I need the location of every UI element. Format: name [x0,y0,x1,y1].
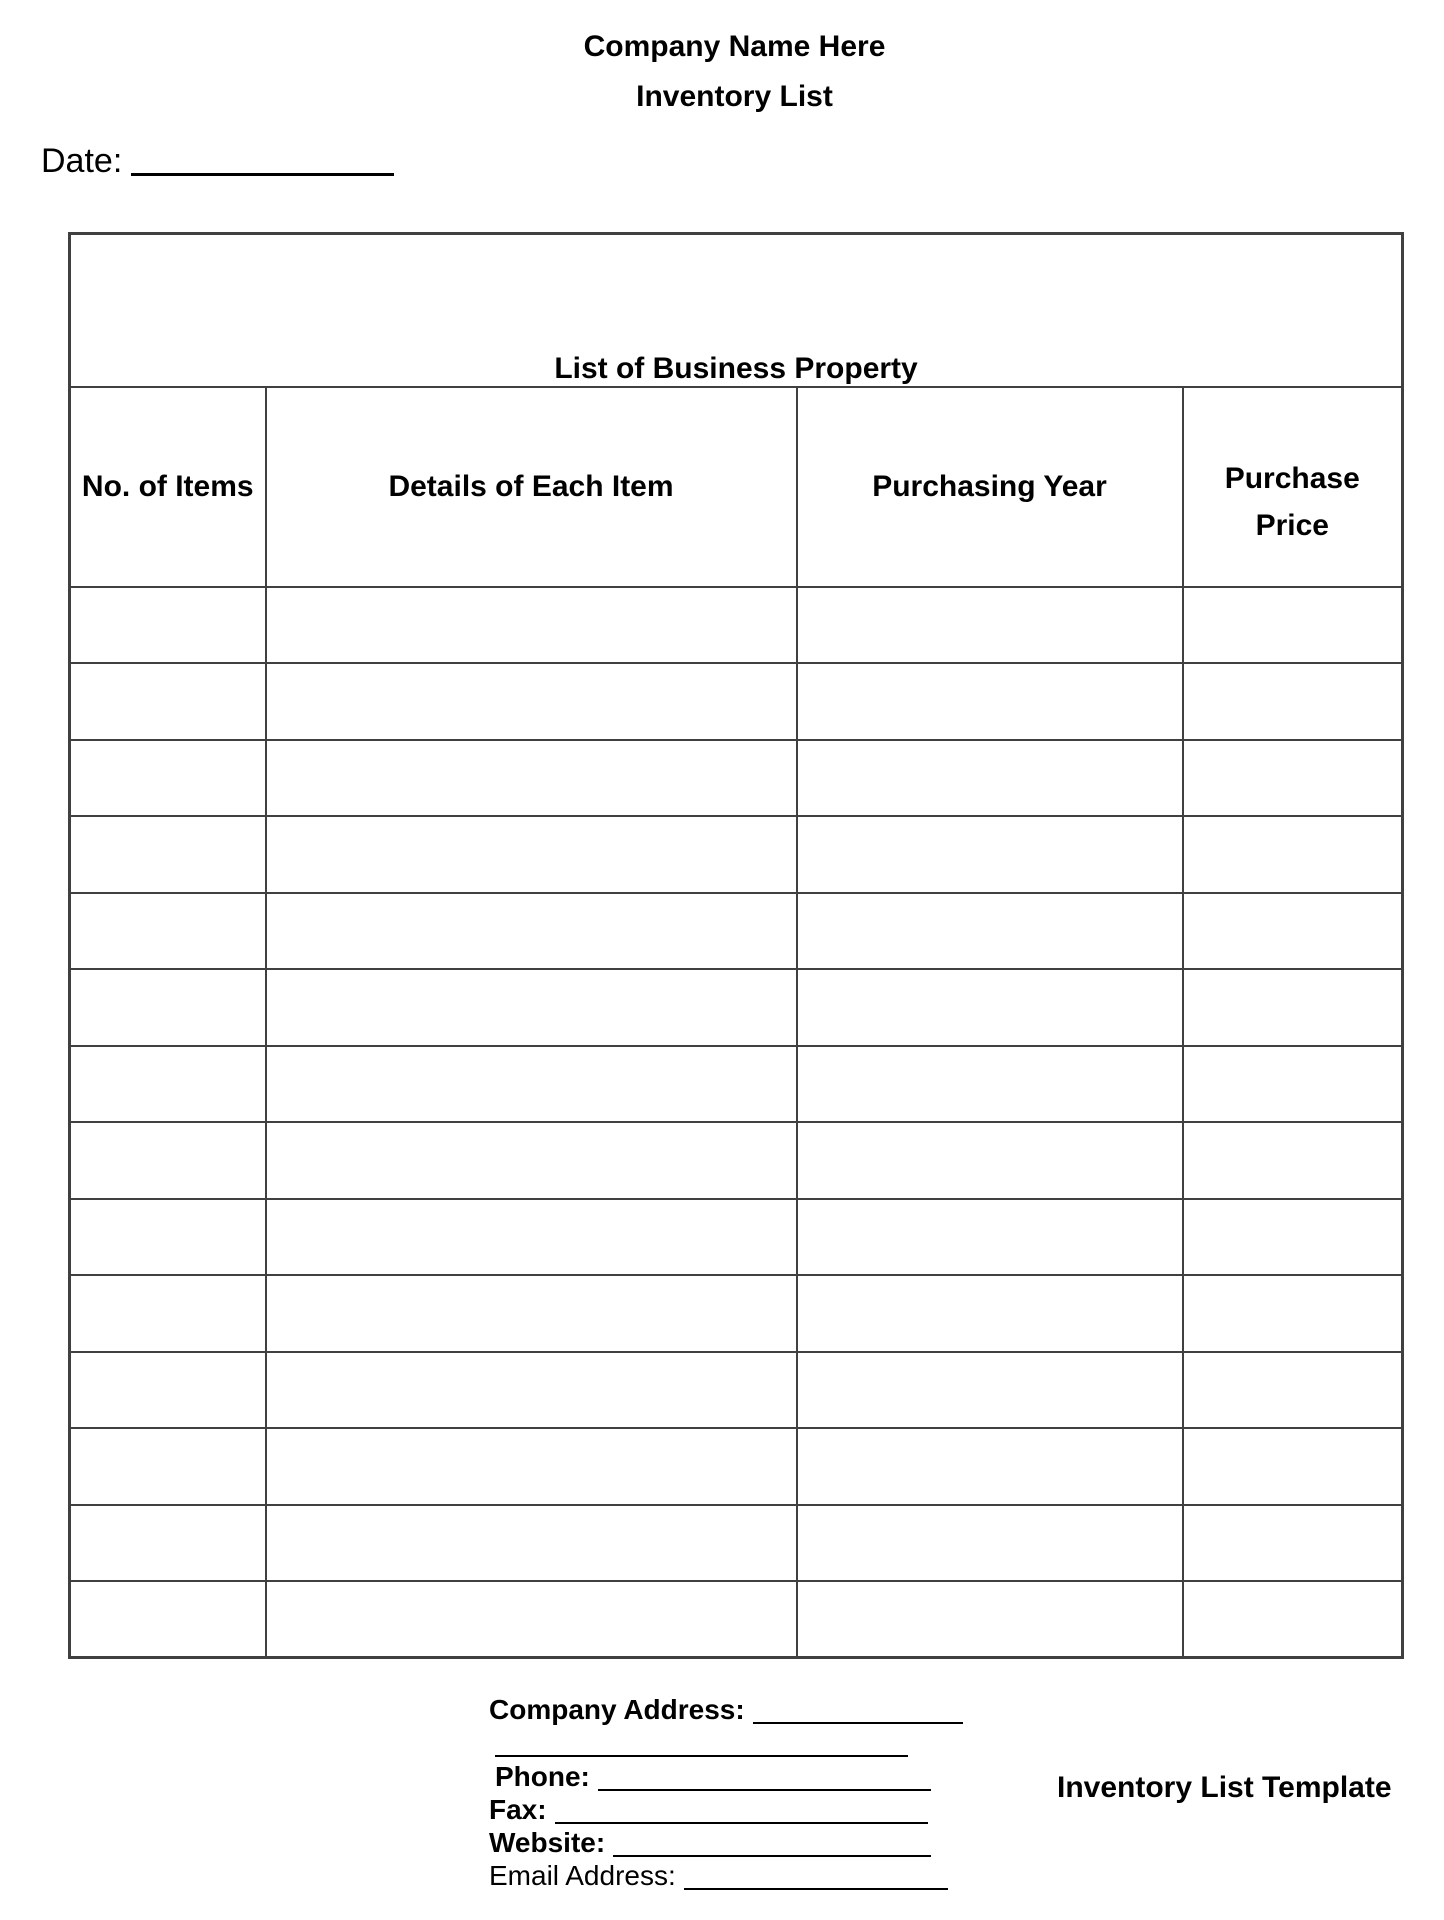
company-address-blank-line-2 [495,1751,908,1757]
table-row [70,587,1403,664]
table-cell-empty [70,587,266,664]
company-address-continuation-line [489,1726,963,1759]
phone-label: Phone: [495,1760,590,1792]
table-cell-empty [266,1428,797,1505]
table-cell-empty [1183,587,1403,664]
table-cell-empty [70,816,266,893]
table-row [70,1581,1403,1658]
phone-blank-line [598,1785,931,1791]
fax-label: Fax: [489,1793,547,1825]
email-blank-line [684,1884,948,1890]
table-cell-empty [70,969,266,1046]
table-header-row [70,387,1403,587]
table-cell-empty [1183,1199,1403,1276]
table-cell-empty [70,1505,266,1582]
table-cell-empty [70,663,266,740]
table-cell-empty [70,1352,266,1429]
table-cell-empty [1183,1581,1403,1658]
table-cell-empty [797,969,1183,1046]
table-cell-empty [266,740,797,817]
footer-contact-block [489,1693,963,1893]
table-cell-empty [1183,1046,1403,1123]
table-body [70,234,1403,1658]
table-cell-empty [797,663,1183,740]
table-cell-empty [1183,1275,1403,1352]
website-label: Website: [489,1827,606,1859]
col-header-purchase-price: Purchase Price [1183,387,1403,587]
table-cell-empty [797,893,1183,970]
template-title: Inventory List Template [1057,1771,1392,1804]
table-row [70,1046,1403,1123]
col-header-item-details: Details of Each Item [266,387,797,587]
email-line [489,1859,963,1892]
table-cell-empty [70,1122,266,1199]
table-cell-empty [70,740,266,817]
table-cell-empty [1183,1428,1403,1505]
table-cell-empty [266,1122,797,1199]
date-row [41,141,394,181]
table-row [70,663,1403,740]
table-cell-empty [70,1581,266,1658]
table-cell-empty [70,1046,266,1123]
document-subtitle: Inventory List [636,80,833,113]
table-cell-empty [266,893,797,970]
inventory-table [68,232,1404,1659]
table-row [70,969,1403,1046]
fax-blank-line [555,1818,928,1824]
table-row [70,893,1403,970]
table-cell-empty [797,740,1183,817]
phone-line [489,1760,963,1793]
table-cell-empty [797,1122,1183,1199]
table-cell-empty [797,1275,1183,1352]
table-cell-empty [797,1199,1183,1276]
table-cell-empty [266,1199,797,1276]
table-cell-empty [266,1352,797,1429]
email-address-label: Email Address: [489,1860,676,1892]
table-cell-empty [1183,1122,1403,1199]
table-cell-empty [70,893,266,970]
table-cell-empty [1183,816,1403,893]
table-cell-empty [70,1199,266,1276]
table-cell-empty [797,816,1183,893]
table-cell-empty [797,1428,1183,1505]
table-cell-empty [1183,740,1403,817]
company-address-blank-line [753,1718,963,1724]
col-header-no-of-items: No. of Items [70,387,266,587]
table-row [70,1428,1403,1505]
table-cell-empty [797,587,1183,664]
table-cell-empty [1183,1352,1403,1429]
company-address-line [489,1693,963,1726]
table-row [70,1199,1403,1276]
table-cell-empty [1183,893,1403,970]
table-row [70,1352,1403,1429]
document-title: Company Name Here [583,30,886,63]
table-cell-empty [797,1046,1183,1123]
table-cell-empty [797,1581,1183,1658]
table-cell-empty [266,816,797,893]
company-address-label: Company Address: [489,1694,745,1725]
website-blank-line [613,1851,931,1857]
table-caption-row [70,234,1403,387]
table-cell-empty [266,969,797,1046]
table-cell-empty [266,1505,797,1582]
table-cell-empty [1183,663,1403,740]
table-cell-empty [1183,1505,1403,1582]
table-cell-empty [266,1275,797,1352]
table-row [70,740,1403,817]
table-cell-empty [1183,969,1403,1046]
table-row [70,816,1403,893]
table-row [70,1505,1403,1582]
date-label: Date: [41,142,123,180]
table-cell-empty [266,1581,797,1658]
table-caption: List of Business Property [70,234,1403,387]
table-cell-empty [797,1352,1183,1429]
table-cell-empty [70,1275,266,1352]
table-row [70,1122,1403,1199]
table-cell-empty [266,587,797,664]
table-cell-empty [266,663,797,740]
table-cell-empty [70,1428,266,1505]
website-line [489,1826,963,1859]
col-header-purchasing-year: Purchasing Year [797,387,1183,587]
table-row [70,1275,1403,1352]
table-cell-empty [266,1046,797,1123]
table-cell-empty [797,1505,1183,1582]
date-blank-line [131,169,394,176]
fax-line [489,1793,963,1826]
